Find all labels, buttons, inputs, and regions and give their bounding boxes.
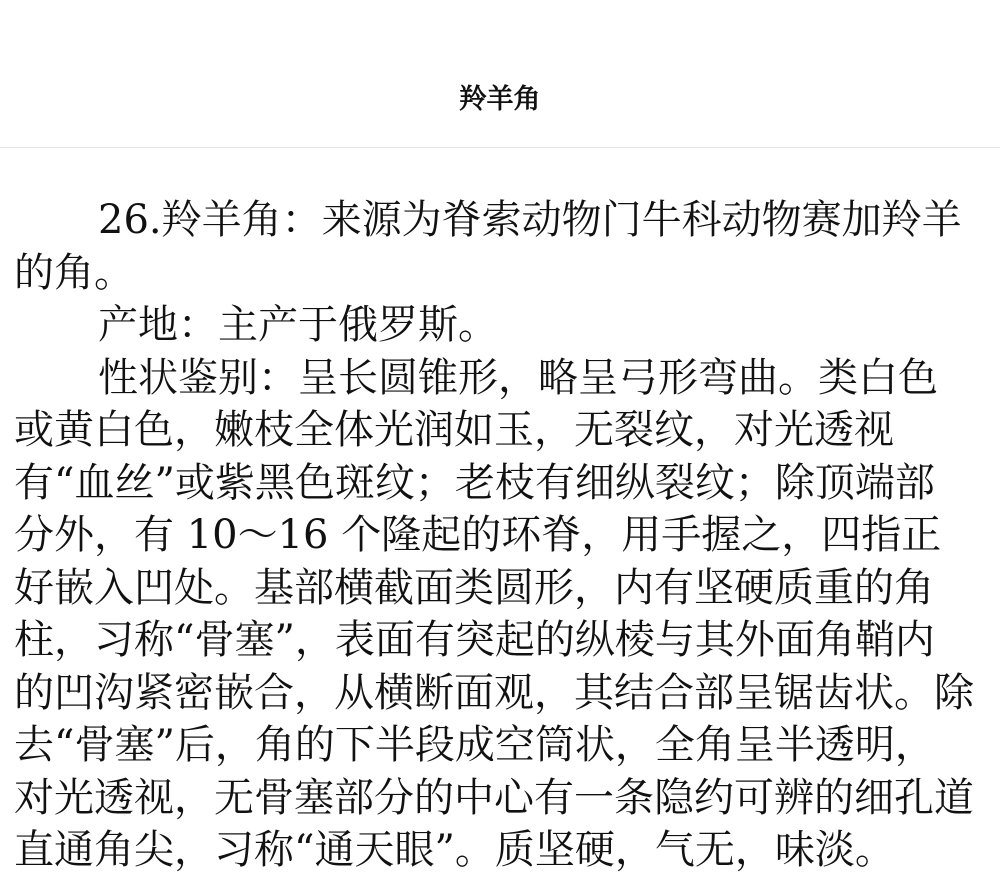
app-header	[0, 0, 1000, 148]
paragraph-source: 26.羚羊角：来源为脊索动物门牛科动物赛加羚羊的角。	[14, 197, 962, 296]
document-body	[0, 148, 1000, 886]
page-title: 羚羊角	[459, 84, 541, 115]
document-text	[14, 194, 974, 877]
paragraph-identification: 性状鉴别：呈长圆锥形，略呈弓形弯曲。类白色或黄白色，嫩枝全体光润如玉，无裂纹，对光透视有“血丝”或紫黑色斑纹；老枝有细纵裂纹；除顶端部分外，有 10～16 个隆起的环脊，用手握之，四指正好嵌入凹处。基部横截面类圆形，内有坚硬质重的角柱，习称“骨塞”，表面有突起的纵棱与其外面角鞘内的凹沟紧密嵌合，从横断面观，其结合部呈锯齿状。除去“骨塞”后，角的下半段成空筒状，全角呈半透明，对光透视，无骨塞部分的中心有一条隐约可辨的细孔道直通角尖，习称“通天眼”。质坚硬，气无，味淡。	[14, 354, 974, 873]
paragraph-origin: 产地：主产于俄罗斯。	[98, 302, 498, 348]
